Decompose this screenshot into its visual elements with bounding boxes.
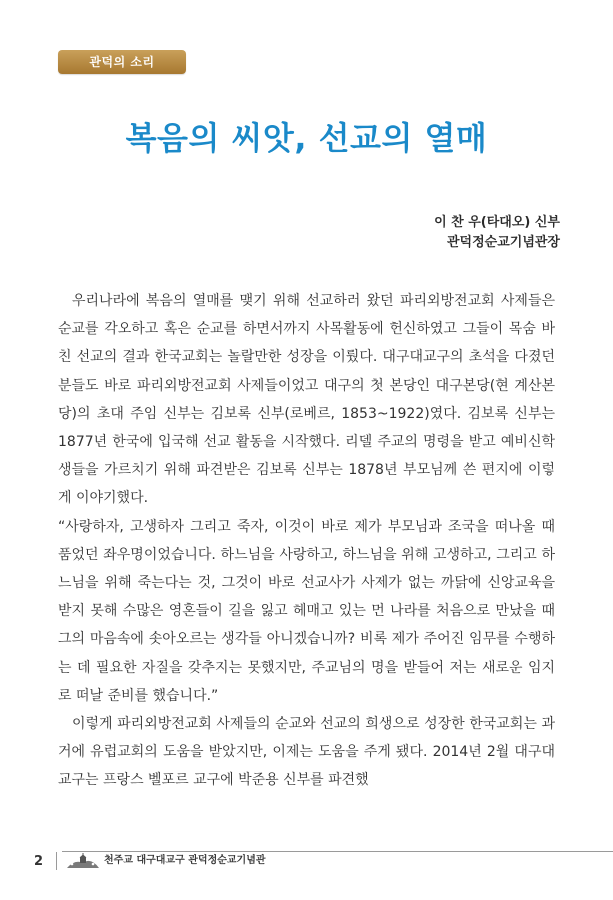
author-name: 이 찬 우(타대오) 신부 xyxy=(434,215,560,230)
byline xyxy=(434,213,560,253)
hill-church-logo-icon xyxy=(66,853,100,869)
paragraph-1: 우리나라에 복음의 열매를 맺기 위해 선교하러 왔던 파리외방전교회 사제들은 순교를 각오하고 혹은 순교를 하면서까지 사목활동에 헌신하였고 그들이 목숨 바친 선교의 결과 한국교회는 놀랄만한 성장을 이뤘다. 대구대교구의 초석을 다졌던 분들도 바로 파리외방전교회 사제들이었고 대구의 첫 본당인 대구본당(현 계산본당)의 초대 주임 신부는 김보록 신부(로베르, 1853~1922)였다. 김보록 신부는 1877년 한국에 입국해 선교 활동을 시작했다. 리델 주교의 명령을 받고 예비신학생들을 가르치기 위해 파견받은 김보록 신부는 1878년 부모님께 쓴 편지에 이렇게 이야기했다. xyxy=(58,293,555,507)
paragraph-2-quote: “사랑하자, 고생하자 그리고 죽자, 이것이 바로 제가 부모님과 조국을 떠나올 때 품었던 좌우명이었습니다. 하느님을 사랑하고, 하느님을 위해 고생하고, 그리고 하느님을 위해 죽는다는 것, 그것이 바로 선교사가 사제가 없는 까닭에 신앙교육을 받지 못해 수많은 영혼들이 길을 잃고 헤매고 있는 먼 나라를 처음으로 만났을 때 그의 마음속에 솟아오르는 생각들 아니겠습니까? 비록 제가 주어진 임무를 수행하는 데 필요한 자질을 갖추지는 못했지만, 주교님의 명을 받들어 저는 새로운 임지로 떠날 준비를 했습니다.” xyxy=(58,518,555,704)
section-tab: 관덕의 소리 xyxy=(58,50,186,74)
footer-separator xyxy=(56,852,57,870)
footer-divider xyxy=(62,851,613,852)
footer-publisher: 천주교 대구대교구 관덕정순교기념관 xyxy=(104,855,266,866)
page-number: 2 xyxy=(34,854,44,869)
article-body xyxy=(58,287,555,795)
author-role: 관덕정순교기념관장 xyxy=(446,235,560,250)
page-title: 복음의 씨앗, 선교의 열매 xyxy=(125,119,488,157)
paragraph-3: 이렇게 파리외방전교회 사제들의 순교와 선교의 희생으로 성장한 한국교회는 과거에 유럽교회의 도움을 받았지만, 이제는 도움을 주게 됐다. 2014년 2월 대구대교구는 프랑스 벨포르 교구에 박준용 신부를 파견했 xyxy=(58,716,555,789)
